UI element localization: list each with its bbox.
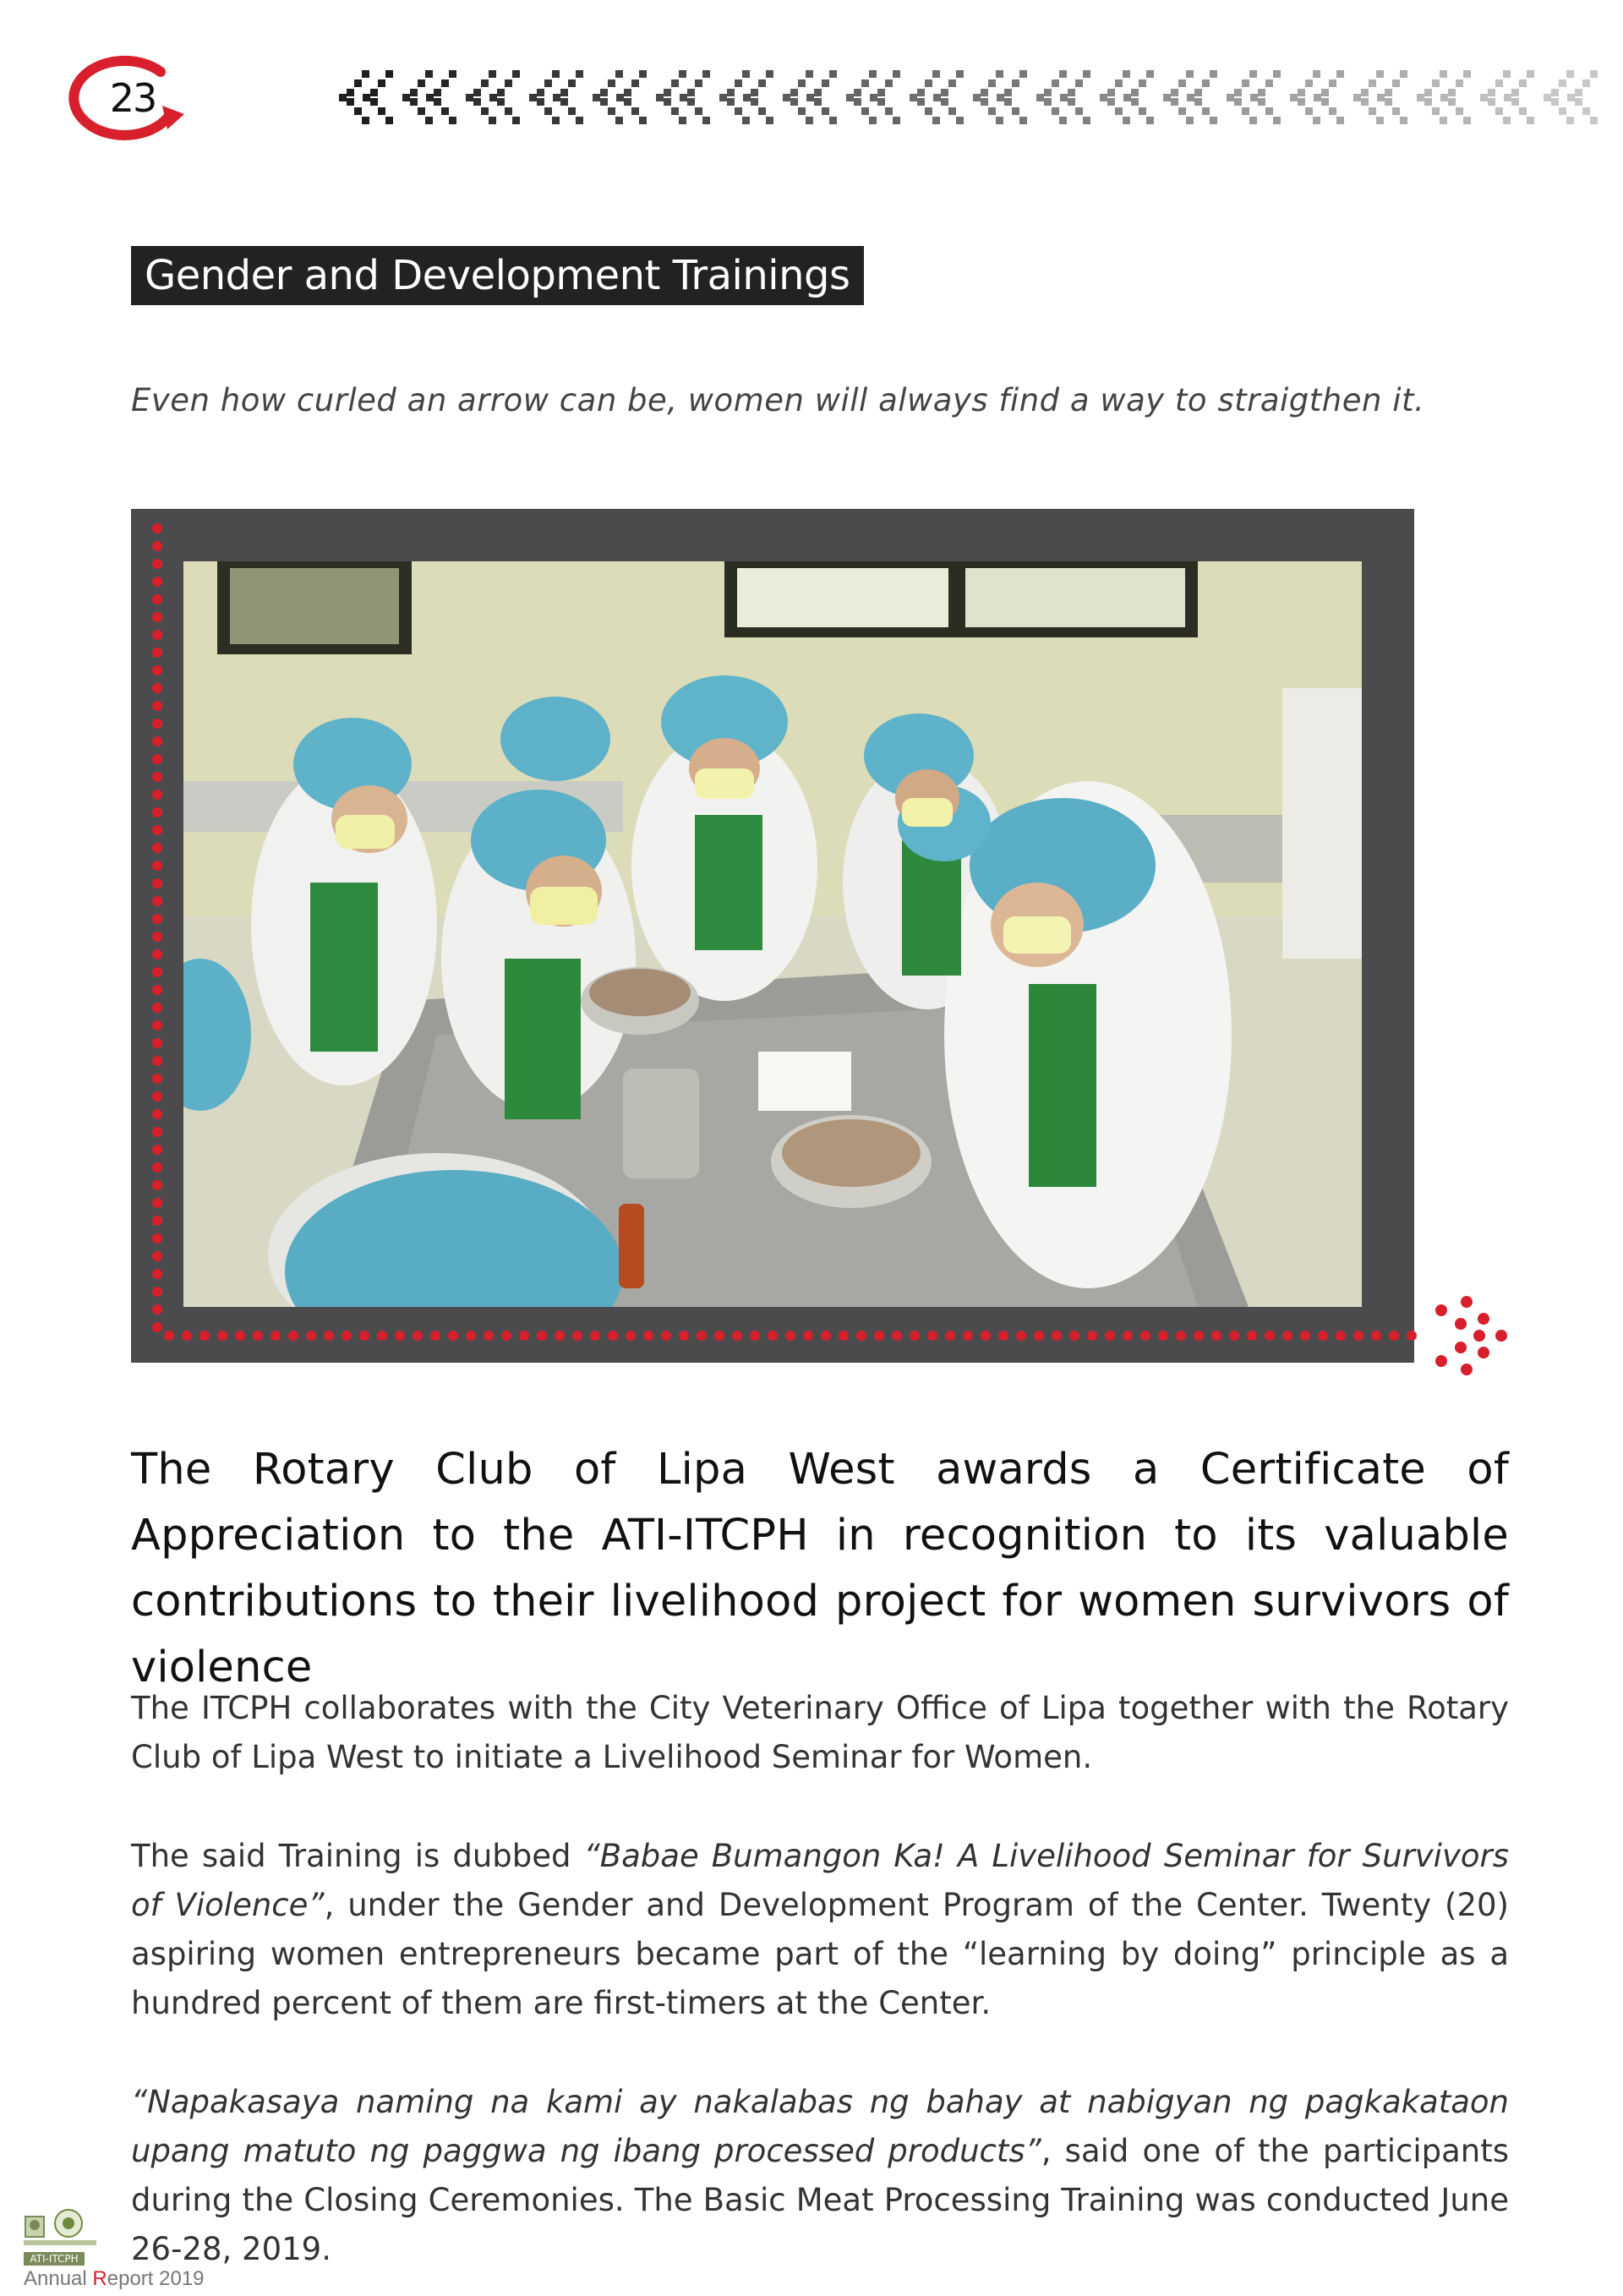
- chevron-icon: [1417, 70, 1471, 124]
- body-paragraph-3: [131, 2078, 1509, 2274]
- chevron-icon: [466, 70, 520, 124]
- footer-org-label: ATI-ITCPH: [24, 2252, 85, 2266]
- p2-lead: The said Training is dubbed: [131, 1838, 584, 1874]
- seminar-title-quote: “Babae Bumangon Ka! A Livelihood Seminar for Survivors of Violence”: [131, 1838, 1509, 1923]
- participant-quote: “Napakasaya naming na kami ay nakalabas ng bahay at nabigyan ng pagkakataon upang matuto ng paggwa ng ibang processed products”: [131, 2084, 1509, 2169]
- chevron-icon: [402, 70, 456, 124]
- chevron-icon: [846, 70, 900, 124]
- footer-report-prefix: Annual: [24, 2267, 93, 2290]
- footer-report-title: [24, 2267, 205, 2291]
- page-number: 23: [109, 75, 156, 121]
- body-paragraph-2: [131, 1832, 1509, 2028]
- chevron-icon: [1353, 70, 1407, 124]
- footer-report-r: R: [92, 2267, 107, 2290]
- training-photo: [183, 561, 1362, 1307]
- chevron-icon: [1100, 70, 1154, 124]
- chevron-icon: [719, 70, 773, 124]
- article-headline: The Rotary Club of Lipa West awards a Certificate of Appreciation to the ATI-ITCPH in recognition to its valuable contributions to their livelihood project for women survivors of violence: [131, 1445, 1509, 1692]
- chevron-icon: [1163, 70, 1217, 124]
- p2-rest: , under the Gender and Development Program of the Center. Twenty (20) aspiring women entrepreneurs became part of the “learning by doing” principle as a hundred percent of them are first-timers at the Center.: [131, 1887, 1509, 2021]
- agency-logos: [22, 2205, 98, 2252]
- chevron-icon: [339, 70, 393, 124]
- chevron-icon: [593, 70, 647, 124]
- photo-frame: [131, 509, 1414, 1363]
- chevron-strip-decoration: [338, 57, 1598, 142]
- chevron-icon: [529, 70, 583, 124]
- footer: [22, 2205, 225, 2289]
- p3-rest: , said one of the participants during the Closing Ceremonies. The Basic Meat Processing Training was conducted June 26-28, 2019.: [131, 2133, 1509, 2267]
- chevron-icon: [973, 70, 1027, 124]
- chevron-icon: [910, 70, 964, 124]
- chevron-icon: [1036, 70, 1090, 124]
- page-number-badge: [68, 46, 194, 156]
- section-title: Gender and Development Trainings: [131, 246, 864, 305]
- body-paragraph-1: The ITCPH collaborates with the City Veterinary Office of Lipa together with the Rotary Club of Lipa West to initiate a Livelihood Seminar for Women.: [131, 1690, 1509, 1775]
- chevron-icon: [1480, 70, 1534, 124]
- chevron-icon: [1227, 70, 1281, 124]
- chevron-icon: [1290, 70, 1344, 124]
- chevron-icon: [1544, 70, 1598, 124]
- chevron-icon: [783, 70, 837, 124]
- section-tagline: Even how curled an arrow can be, women will always find a way to straigthen it.: [131, 382, 1425, 418]
- chevron-icon: [656, 70, 710, 124]
- footer-report-suffix: eport 2019: [107, 2267, 205, 2290]
